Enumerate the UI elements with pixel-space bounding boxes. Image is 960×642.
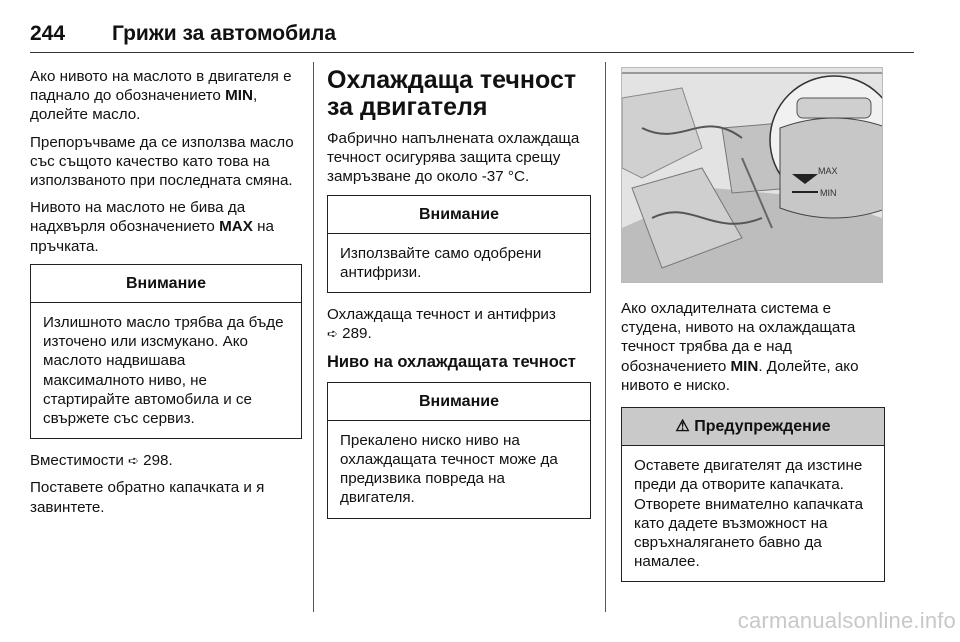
arrow-icon: ➪: [327, 326, 338, 342]
arrow-icon: ➪: [128, 453, 139, 469]
caution-box-oil: [30, 264, 302, 439]
oil-max-paragraph: Нивото на маслото не бива да надхвърля обозначението MAX на пръчката.: [30, 199, 274, 255]
page-title: Грижи за автомобила: [112, 22, 337, 45]
warning-header: [622, 408, 884, 446]
warning-title: Предупреждение: [694, 418, 831, 436]
oil-quality-paragraph: Препоръчваме да се използва масло със същото качество като това на използваното при последната смяна.: [30, 133, 294, 190]
caution-text: Излишното масло трябва да бъде източено или изсмукано. Ако маслото надвишава максималното ниво, не стартирайте автомобила и се свържете със сервиз.: [43, 314, 284, 428]
section-heading: Охлаждаща течност за двигателя: [327, 66, 577, 121]
header-rule: [30, 52, 914, 53]
oil-min-paragraph: Ако нивото на маслото в двигателя е паднало до обозначението MIN, долейте масло.: [30, 68, 292, 124]
subsection-heading: Ниво на охлаждащата течност: [327, 352, 576, 371]
warning-text: Оставете двигателят да изстине преди да отворите капачката. Отворете внимателно капачката като дадете възможност на свръхналягането бавно да намалее.: [634, 457, 864, 571]
caution-title: Внимание: [328, 383, 590, 421]
watermark: carmanualsonline.info: [737, 608, 956, 633]
page-number: 244: [30, 22, 66, 45]
caution-box-coolant-level: [327, 382, 591, 519]
min-label: MIN: [820, 188, 837, 198]
caution-title: Внимание: [31, 265, 301, 303]
column-1: [30, 67, 302, 525]
warning-box: [621, 407, 885, 582]
max-label: MAX: [818, 166, 838, 176]
antifreeze-reference: Охлаждаща течност и антифриз ➪ 289.: [327, 306, 556, 343]
column-divider-2: [605, 62, 606, 612]
column-2: [327, 67, 591, 531]
coolant-reservoir-illustration: [621, 67, 883, 283]
coolant-level-paragraph: Ако охладителната система е студена, нивото на охлаждащата течност трябва да е над обозначението MIN. Долейте, ако нивото е ниско.: [621, 300, 859, 394]
coolant-protection-paragraph: Фабрично напълнената охлаждаща течност осигурява защита срещу замръзване до около -37 °C.: [327, 130, 580, 186]
caution-title: Внимание: [328, 196, 590, 234]
caution-text: Прекалено ниско ниво на охлаждащата течност може да предизвика повреда на двигателя.: [340, 431, 558, 507]
column-3: [621, 67, 885, 594]
replace-cap-paragraph: Поставете обратно капачката и я завинтете.: [30, 479, 265, 516]
capacities-reference: Вместимости ➪ 298.: [30, 452, 173, 470]
column-divider-1: [313, 62, 314, 612]
caution-box-antifreeze: [327, 195, 591, 294]
warning-triangle-icon: ⚠: [675, 418, 690, 436]
caution-text: Използвайте само одобрени антифризи.: [340, 244, 542, 282]
